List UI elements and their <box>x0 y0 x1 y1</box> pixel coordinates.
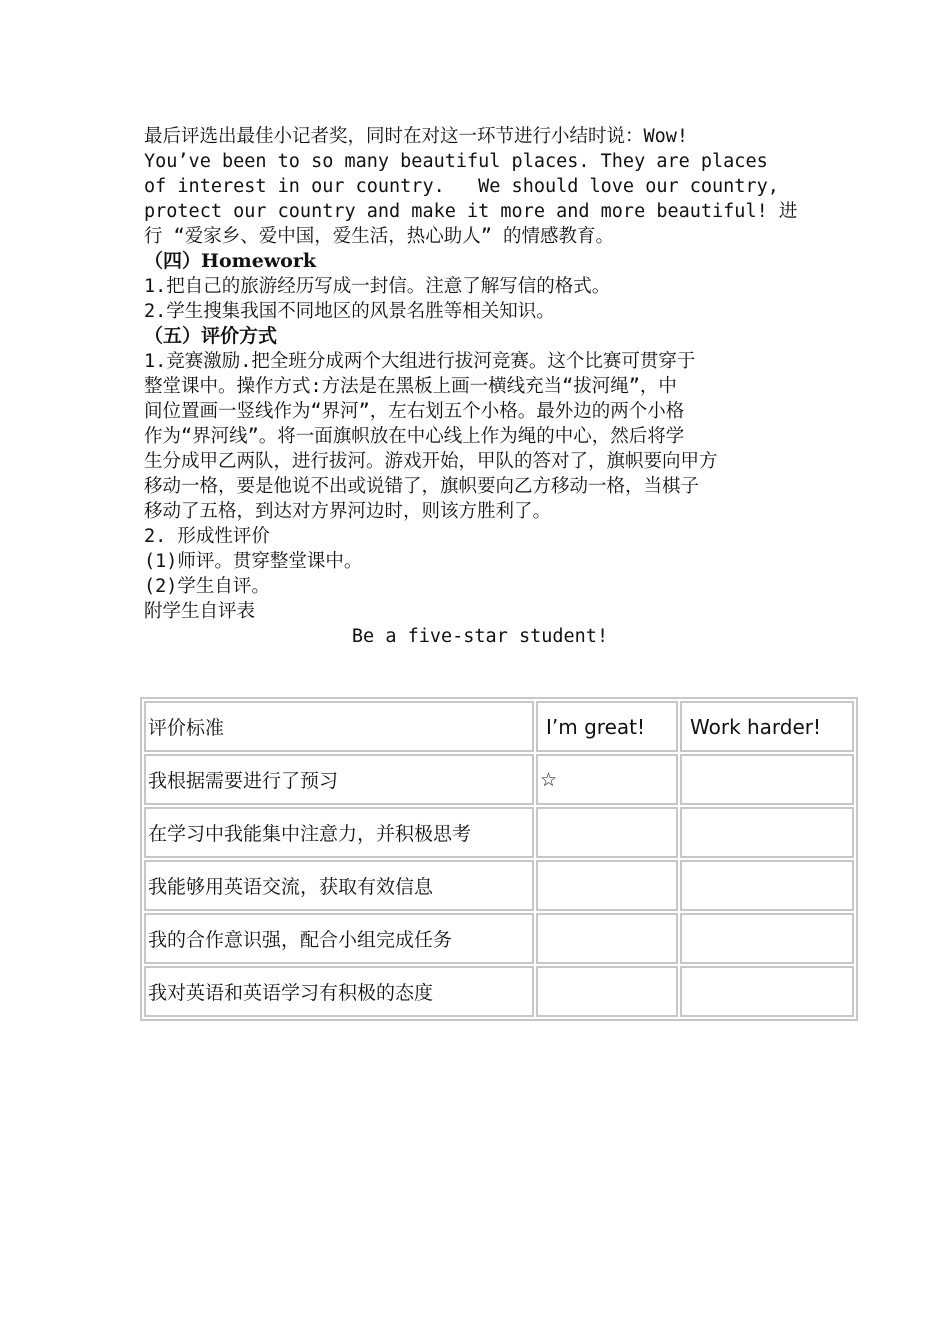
evaluation-line-11: 附学生自评表 <box>144 601 256 622</box>
evaluation-line-4: 作为“界河线”。将一面旗帜放在中心线上作为绳的中心，然后将学 <box>144 426 685 447</box>
evaluation-heading: （五）评价方式 <box>144 325 278 347</box>
table-row <box>144 754 854 805</box>
header-criterion: 评价标准 <box>144 701 534 752</box>
row-great-cell <box>536 913 678 964</box>
evaluation-line-5: 生分成甲乙两队，进行拔河。游戏开始，甲队的答对了，旗帜要向甲方 <box>144 451 718 472</box>
row-harder-cell <box>680 966 854 1017</box>
homework-item-2: 2.学生搜集我国不同地区的风景名胜等相关知识。 <box>144 301 555 322</box>
homework-heading: （四）Homework <box>144 250 317 272</box>
intro-line-5: 行 “爱家乡、爱中国，爱生活，热心助人” 的情感教育。 <box>144 226 615 247</box>
row-criterion: 我的合作意识强，配合小组完成任务 <box>144 913 534 964</box>
header-great: I’m great! <box>536 701 678 752</box>
evaluation-line-3: 间位置画一竖线作为“界河”，左右划五个小格。最外边的两个小格 <box>144 401 685 422</box>
row-harder-cell <box>680 754 854 805</box>
evaluation-line-8: 2. 形成性评价 <box>144 526 270 547</box>
homework-item-1: 1.把自己的旅游经历写成一封信。注意了解写信的格式。 <box>144 276 611 297</box>
row-criterion: 在学习中我能集中注意力，并积极思考 <box>144 807 534 858</box>
row-criterion: 我对英语和英语学习有积极的态度 <box>144 966 534 1017</box>
evaluation-line-1: 1.竞赛激励.把全班分成两个大组进行拔河竞赛。这个比赛可贯穿于 <box>144 351 696 372</box>
table-row <box>144 966 854 1017</box>
row-great-cell <box>536 860 678 911</box>
table-row <box>144 807 854 858</box>
row-harder-cell <box>680 913 854 964</box>
intro-line-1: 最后评选出最佳小记者奖，同时在对这一环节进行小结时说：Wow! <box>144 126 689 147</box>
header-harder: Work harder! <box>680 701 854 752</box>
table-header-row <box>144 701 854 752</box>
row-criterion: 我能够用英语交流，获取有效信息 <box>144 860 534 911</box>
evaluation-line-7: 移动了五格，到达对方界河边时，则该方胜利了。 <box>144 501 552 522</box>
evaluation-line-6: 移动一格，要是他说不出或说错了，旗帜要向乙方移动一格，当棋子 <box>144 476 700 497</box>
evaluation-line-9: (1)师评。贯穿整堂课中。 <box>144 551 363 572</box>
document-body <box>144 124 816 649</box>
row-great-cell <box>536 807 678 858</box>
row-harder-cell <box>680 860 854 911</box>
evaluation-line-10: (2)学生自评。 <box>144 576 270 597</box>
intro-line-2: You’ve been to so many beautiful places. They are places <box>144 151 768 172</box>
intro-line-4: protect our country and make it more and more beautiful! 进 <box>144 201 798 222</box>
table-title: Be a five-star student! <box>351 626 609 647</box>
evaluation-line-2: 整堂课中。操作方式:方法是在黑板上画一横线充当“拔河绳”，中 <box>144 376 677 397</box>
row-harder-cell <box>680 807 854 858</box>
intro-line-3: of interest in our country. We should love our country, <box>144 176 779 197</box>
table-row <box>144 913 854 964</box>
row-great-cell <box>536 966 678 1017</box>
self-evaluation-table <box>140 697 858 1021</box>
star-icon: ☆ <box>536 754 678 805</box>
row-criterion: 我根据需要进行了预习 <box>144 754 534 805</box>
table-row <box>144 860 854 911</box>
self-evaluation-table-wrap <box>140 697 858 1021</box>
